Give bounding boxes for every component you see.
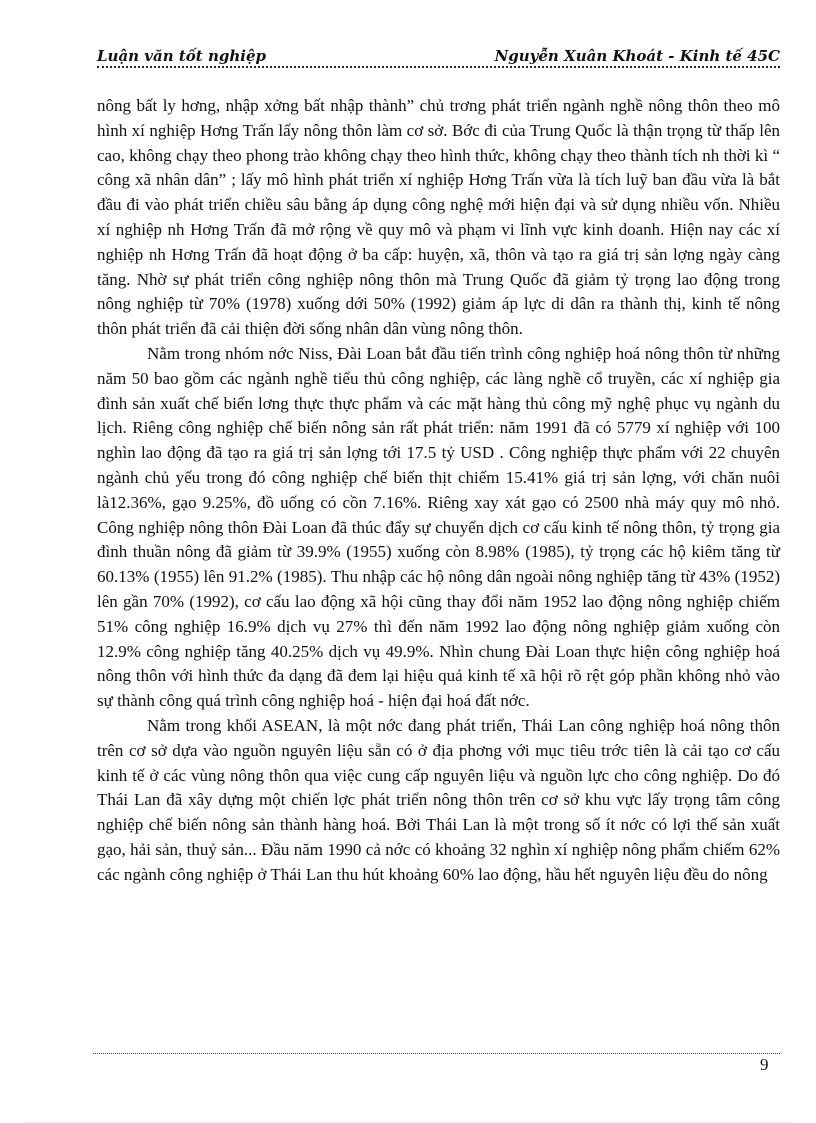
- paragraph-continuation: nông bất ly hơng, nhập xởng bất nhập thành” chủ trơng phát triển ngành nghề nông thôn theo mô hình xí nghiệp Hơng Trấn lấy nông thôn làm cơ sở. Bớc đi của Trung Quốc là thận trọng từ thấp lên cao, không chạy theo phong trào không chạy theo hình thức, không chạy theo thành tích nh thời kì “ công xã nhân dân” ; lấy mô hình phát triển xí nghiệp Hơng Trấn vừa là tích luỹ ban đầu vừa là bắt đầu đi vào phát triển chiều sâu bằng áp dụng công nghệ mới hiện đại và sử dụng nhiều vốn. Nhiều xí nghiệp nh Hơng Trấn đã mở rộng về quy mô và phạm vi lĩnh vực kinh doanh. Hiện nay các xí nghiệp nh Hơng Trấn đã hoạt động ở ba cấp: huyện, xã, thôn và tạo ra giá trị sản lợng ngày càng tăng. Nhờ sự phát triển công nghiệp nông thôn mà Trung Quốc đã giảm tỷ trọng lao động trong nông nghiệp từ 70% (1978) xuống dới 50% (1992) giảm áp lực di dân ra thành thị, kinh tế nông thôn phát triển đã cải thiện đời sống nhân dân vùng nông thôn.: [97, 96, 780, 339]
- header-thesis-title: Luận văn tốt nghiệp: [97, 47, 266, 65]
- footer-rule: [93, 1053, 780, 1054]
- paragraph-thailand: Nằm trong khối ASEAN, là một nớc đang phát triển, Thái Lan công nghiệp hoá nông thôn trên cơ sở dựa vào nguồn nguyên liệu sẵn có ở địa phơng với mục tiêu trớc tiên là cải tạo cơ cấu kinh tế ở các vùng nông thôn qua việc cung cấp nguyên liệu và nguồn lực cho công nghiệp. Do đó Thái Lan đã xây dựng một chiến lợc phát triển nông thôn trên cơ sở khu vực lấy trọng tâm công nghiệp chế biến nông sản thành hàng hoá. Bởi Thái Lan là một trong số ít nớc có lợi thế sản xuất gạo, hải sản, thuỷ sản... Đầu năm 1990 cả nớc có khoảng 32 nghìn xí nghiệp nông phẩm chiếm 62% các ngành công nghiệp ở Thái Lan thu hút khoảng 60% lao động, hầu hết nguyên liệu đều do nông: [97, 715, 780, 884]
- header-author: Nguyễn Xuân Khoát - Kinh tế 45C: [494, 47, 780, 65]
- body-text: [97, 94, 780, 888]
- page-number: 9: [760, 1055, 769, 1074]
- page-header: [97, 44, 780, 68]
- paragraph-taiwan: Nằm trong nhóm nớc Niss, Đài Loan bắt đầu tiến trình công nghiệp hoá nông thôn từ những năm 50 bao gồm các ngành nghề tiểu thủ công nghiệp, các làng nghề cổ truyền, các xí nghiệp gia đình sản xuất chế biến lơng thực thực phẩm và các mặt hàng thủ công mỹ nghệ phục vụ ngành du lịch. Riêng công nghiệp chế biến nông sản rất phát triển: năm 1991 đã có 5779 xí nghiệp với 100 nghìn lao động đã tạo ra giá trị sản lợng tới 17.5 tỷ USD . Công nghiệp thực phẩm với 22 chuyên ngành chủ yếu trong đó công nghiệp chế biến thịt chiếm 15.41% giá trị sản lợng, với chăn nuôi là12.36%, gạo 9.25%, đồ uống có cồn 7.16%. Riêng xay xát gạo có 2500 nhà máy quy mô nhỏ. Công nghiệp nông thôn Đài Loan đã thúc đẩy sự chuyển dịch cơ cấu kinh tế nông thôn, tỷ trọng gia đình thuần nông đã giảm từ 39.9% (1955) xuống còn 8.98% (1985), tỷ trọng các hộ kiêm tăng từ 60.13% (1955) lên 91.2% (1985). Thu nhập các hộ nông dân ngoài nông nghiệp tăng từ 43% (1952) lên gần 70% (1992), cơ cấu lao động xã hội cũng thay đổi năm 1952 lao động nông nghiệp chiếm 51% công nghiệp 16.9% dịch vụ 27% thì đến năm 1992 lao động nông nghiệp giảm xuống còn 12.9% công nghiệp tăng 40.25% dịch vụ 49.9%. Nhìn chung Đài Loan thực hiện công nghiệp hoá nông thôn với hình thức đa dạng đã đem lại hiệu quả kinh tế xã hội rõ rệt góp phần không nhỏ vào sự thành công quá trình công nghiệp hoá - hiện đại hoá đất nớc.: [97, 343, 780, 711]
